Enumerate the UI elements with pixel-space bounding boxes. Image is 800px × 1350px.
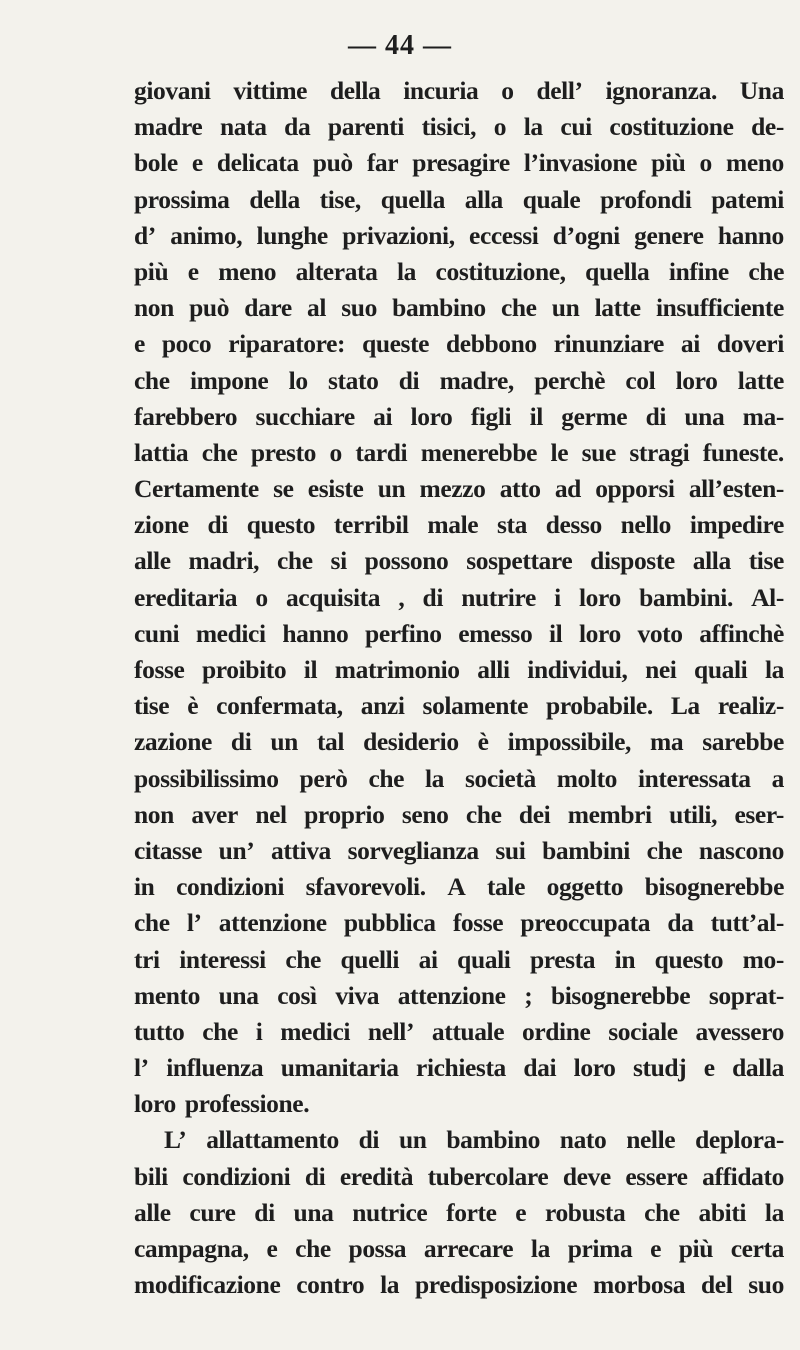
- text-line: che l’ attenzione pubblica fosse preoccupata da tutt’al-: [134, 908, 784, 938]
- text-line: non può dare al suo bambino che un latte insufficiente: [134, 293, 784, 323]
- text-line: bole e delicata può far presagire l’invasione più o meno: [134, 148, 784, 178]
- text-line: tutto che i medici nell’ attuale ordine sociale avessero: [134, 1016, 784, 1046]
- text-line: alle madri, che si possono sospettare disposte alla tise: [134, 546, 784, 576]
- text-line: Certamente se esiste un mezzo atto ad opporsi all’esten-: [134, 474, 784, 504]
- text-line: farebbero succhiare ai loro figli il germe di una ma-: [134, 401, 784, 431]
- text-line: e poco riparatore: queste debbono rinunziare ai doveri: [134, 329, 784, 359]
- text-line: mento una così viva attenzione ; bisognerebbe soprat-: [134, 980, 784, 1010]
- text-line: d’ animo, lunghe privazioni, eccessi d’ogni genere hanno: [134, 220, 784, 250]
- text-line: campagna, e che possa arrecare la prima e più certa: [134, 1234, 784, 1263]
- text-line: madre nata da parenti tisici, o la cui costituzione de-: [134, 112, 784, 142]
- text-line: tise è confermata, anzi solamente probabile. La realiz-: [134, 691, 784, 721]
- text-line: più e meno alterata la costituzione, quella infine che: [134, 256, 784, 286]
- text-line: non aver nel proprio seno che dei membri utili, eser-: [134, 799, 784, 829]
- text-line: zione di questo terribil male sta desso nello impedire: [134, 510, 784, 540]
- text-line: tri interessi che quelli ai quali presta in questo mo-: [134, 944, 784, 974]
- text-line: prossima della tise, quella alla quale profondi patemi: [134, 184, 784, 214]
- text-line: l’ influenza umanitaria richiesta dai loro studj e dalla: [134, 1053, 784, 1083]
- text-line: loro professione.: [134, 1089, 310, 1119]
- text-line: bili condizioni di eredità tubercolare deve essere affidato: [134, 1161, 784, 1191]
- text-line: cuni medici hanno perfino emesso il loro voto affinchè: [134, 618, 784, 648]
- text-line: possibilissimo però che la società molto interessata a: [134, 763, 784, 793]
- text-line: in condizioni sfavorevoli. A tale oggetto bisognerebbe: [134, 872, 784, 902]
- text-line: modificazione contro la predisposizione morbosa del suo: [134, 1270, 784, 1300]
- text-line: che impone lo stato di madre, perchè col loro latte: [134, 365, 784, 395]
- text-line: giovani vittime della incuria o dell’ ignoranza. Una: [134, 76, 784, 105]
- text-line: alle cure di una nutrice forte e robusta che abiti la: [134, 1197, 784, 1227]
- text-line: lattia che presto o tardi menerebbe le sue stragi funeste.: [134, 437, 784, 467]
- text-line: fosse proibito il matrimonio alli individui, nei quali la: [134, 655, 784, 684]
- text-line: zazione di un tal desiderio è impossibile, ma sarebbe: [134, 727, 784, 757]
- text-line: L’ allattamento di un bambino nato nelle deplora-: [164, 1125, 784, 1155]
- body-text: [134, 73, 784, 1303]
- text-line: citasse un’ attiva sorveglianza sui bambini che nascono: [134, 835, 784, 865]
- page-number: — 44 —: [348, 30, 452, 61]
- text-line: ereditaria o acquisita , di nutrire i loro bambini. Al-: [134, 582, 784, 612]
